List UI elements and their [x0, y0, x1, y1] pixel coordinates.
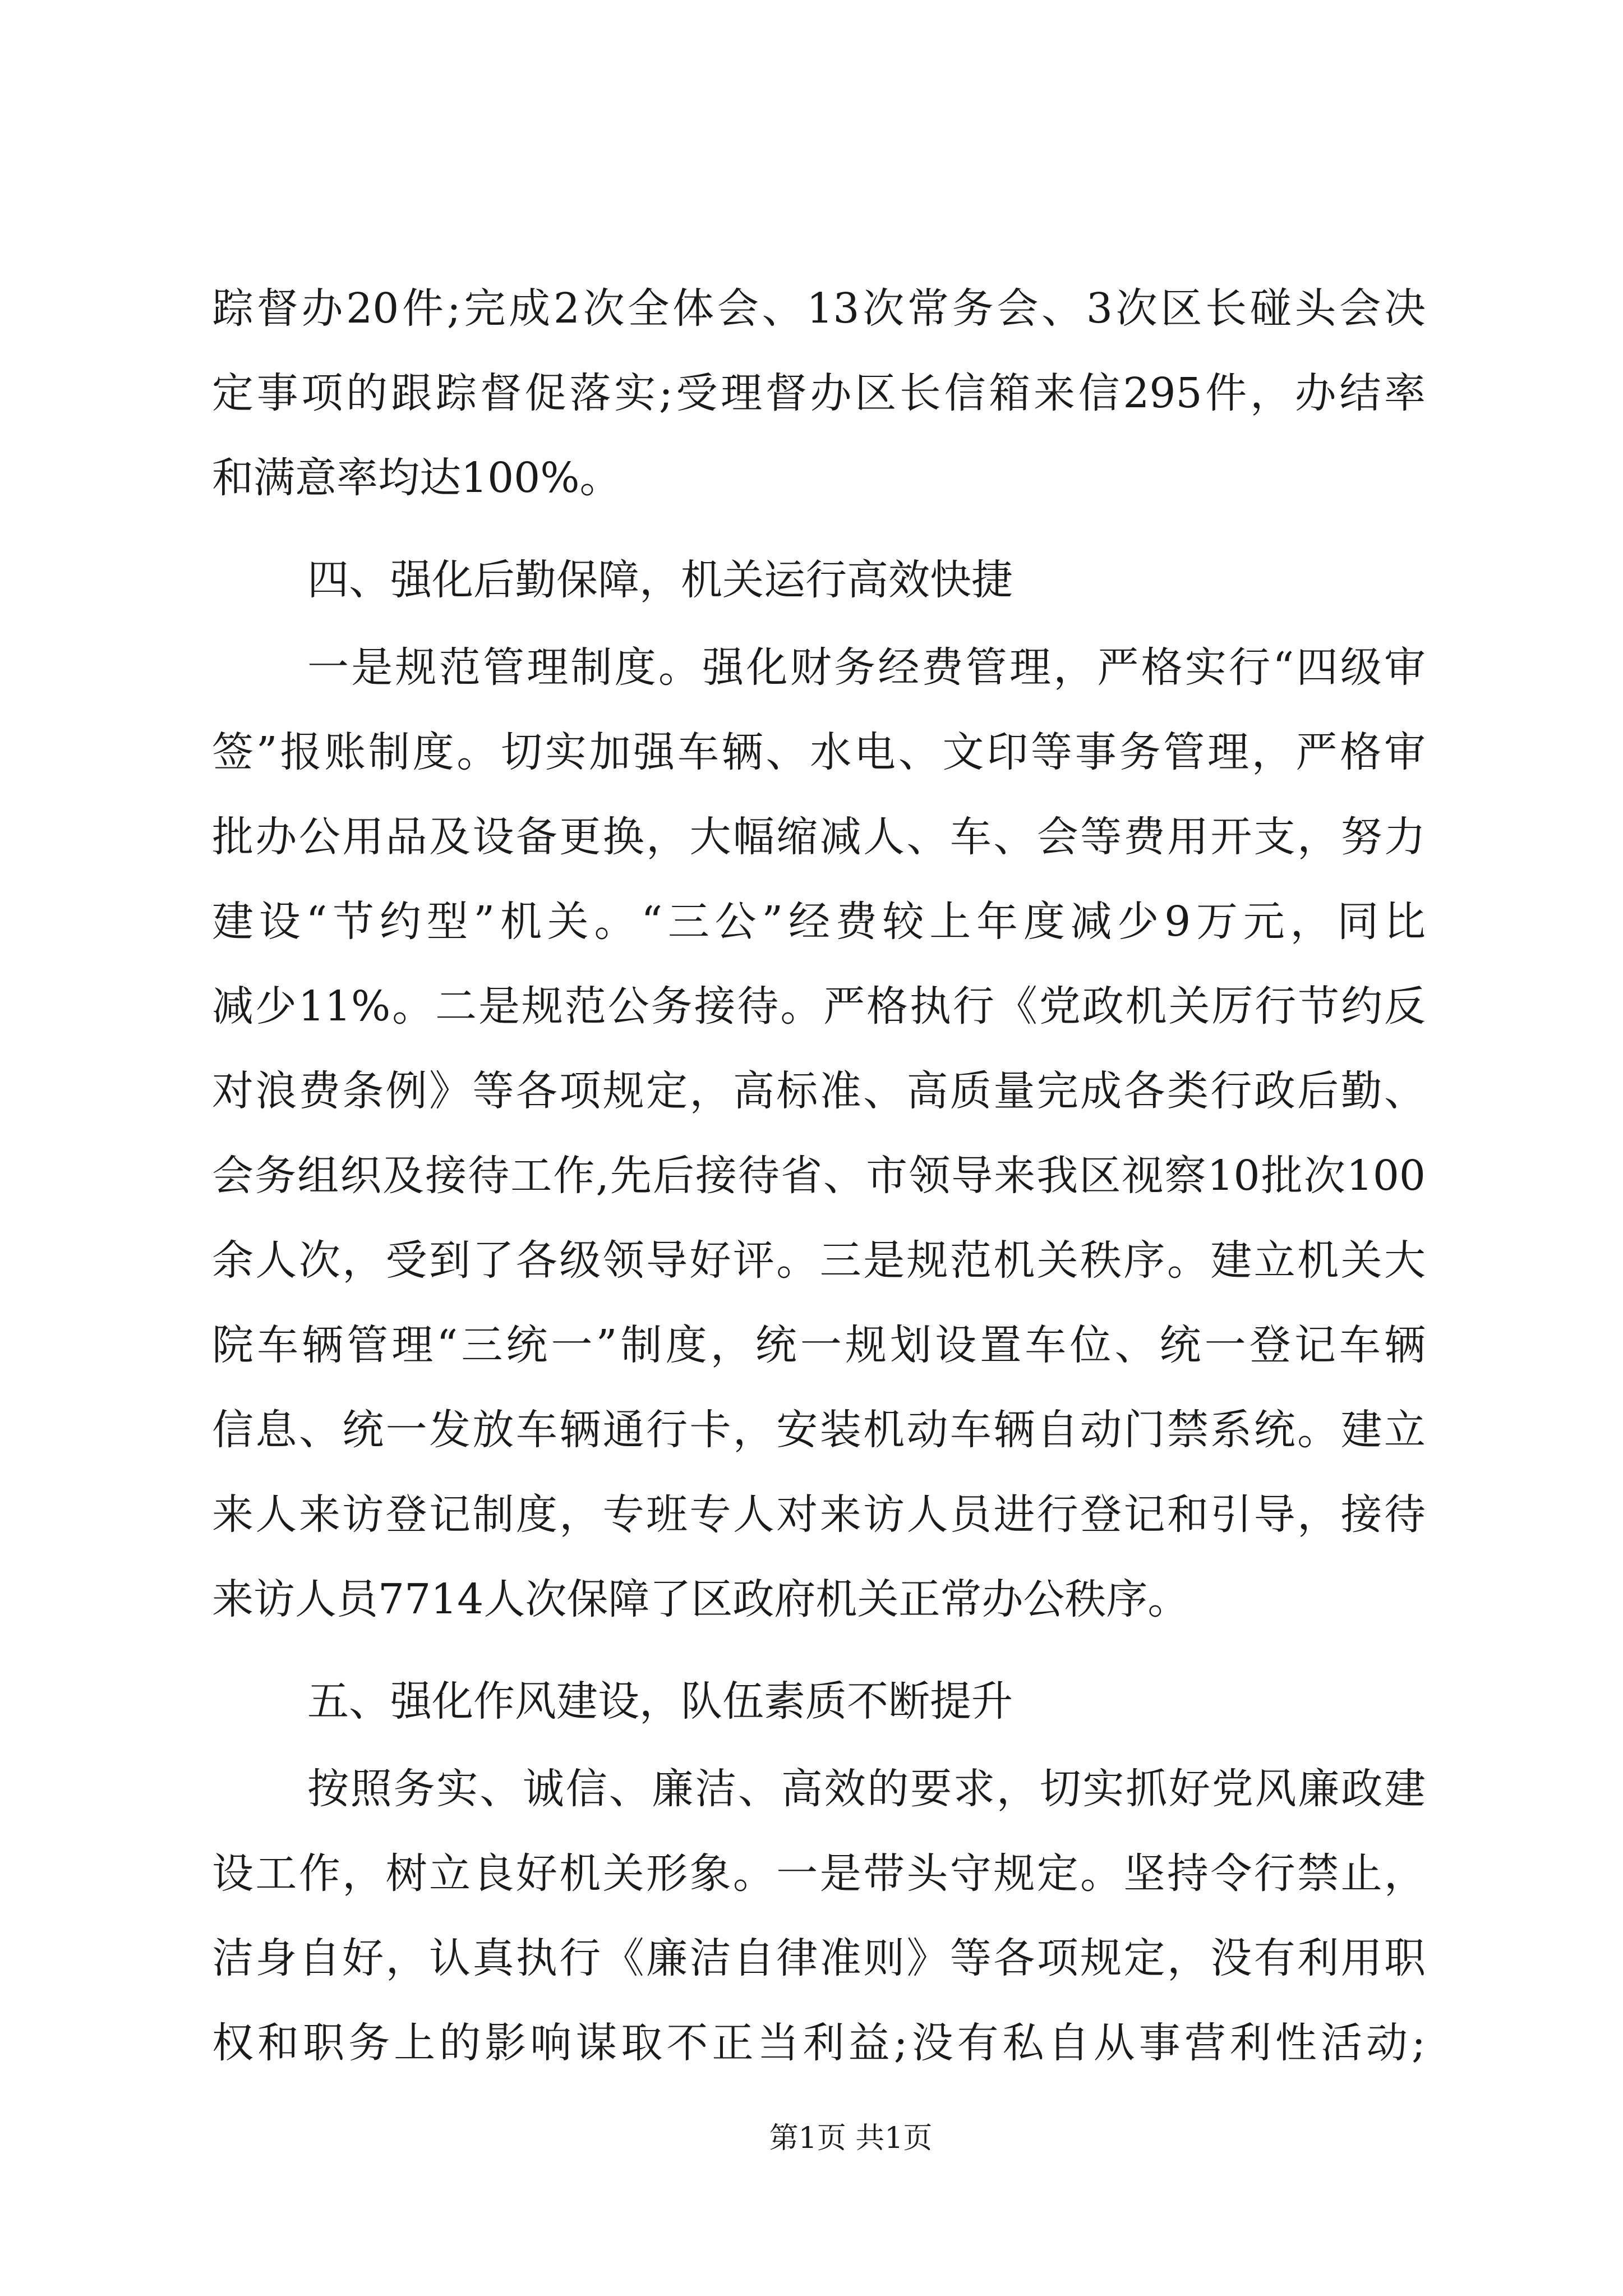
document-body — [212, 266, 1426, 2086]
text-line: 踪督办20件;完成2次全体会、13次常务会、3次区长碰头会决 — [212, 284, 1426, 333]
text-line: 对浪费条例》等各项规定，高标准、高质量完成各类行政后勤、 — [212, 1067, 1426, 1115]
section-heading-text: 五、强化作风建设，队伍素质不断提升 — [307, 1677, 1013, 1726]
text-line: 洁身自好，认真执行《廉洁自律准则》等各项规定，没有利用职 — [212, 1934, 1426, 1982]
text-line: 和满意率均达100%。 — [212, 454, 621, 502]
text-line: 一是规范管理制度。强化财务经费管理，严格实行“四级审 — [307, 643, 1426, 692]
text-line: 会务组织及接待工作,先后接待省、市领导来我区视察10批次100 — [212, 1152, 1426, 1200]
paragraph — [212, 625, 1426, 1642]
text-line: 设工作，树立良好机关形象。一是带头守规定。坚持令行禁止， — [212, 1849, 1426, 1898]
section-heading — [212, 1659, 1426, 1744]
text-line: 建设“节约型”机关。“三公”经费较上年度减少9万元，同比 — [212, 898, 1426, 946]
text-line: 权和职务上的影响谋取不正当利益;没有私自从事营利性活动; — [212, 2019, 1426, 2067]
text-line: 余人次，受到了各级领导好评。三是规范机关秩序。建立机关大 — [212, 1236, 1426, 1285]
text-line: 定事项的跟踪督促落实;受理督办区长信箱来信295件，办结率 — [212, 369, 1426, 417]
paragraph — [212, 266, 1426, 521]
text-line: 批办公用品及设备更换，大幅缩减人、车、会等费用开支，努力 — [212, 813, 1426, 861]
text-line: 来访人员7714人次保障了区政府机关正常办公秩序。 — [212, 1575, 1189, 1623]
text-line: 按照务实、诚信、廉洁、高效的要求，切实抓好党风廉政建 — [307, 1765, 1426, 1813]
text-line: 院车辆管理“三统一”制度，统一规划设置车位、统一登记车辆 — [212, 1321, 1426, 1369]
text-line: 签”报账制度。切实加强车辆、水电、文印等事务管理，严格审 — [212, 728, 1426, 776]
text-line: 来人来访登记制度，专班专人对来访人员进行登记和引导，接待 — [212, 1490, 1426, 1539]
section-heading-text: 四、强化后勤保障，机关运行高效快捷 — [307, 556, 1013, 604]
text-line: 减少11%。二是规范公务接待。严格执行《党政机关厉行节约反 — [212, 982, 1426, 1030]
paragraph — [212, 1747, 1426, 2086]
text-line: 信息、统一发放车辆通行卡，安装机动车辆自动门禁系统。建立 — [212, 1406, 1426, 1454]
page-footer: 第1页 共1页 — [769, 2122, 933, 2155]
section-heading — [212, 538, 1426, 623]
